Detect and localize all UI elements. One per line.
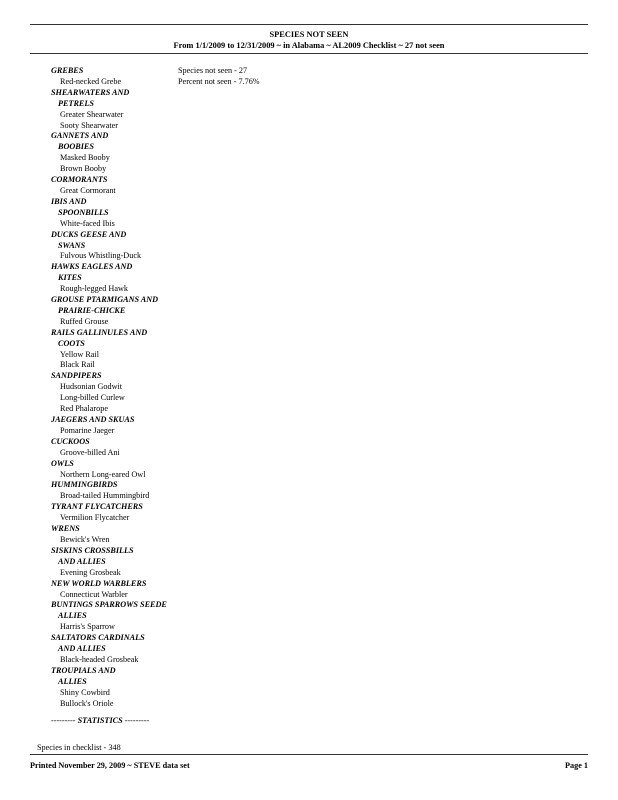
species-group [51, 502, 191, 524]
group-heading: GANNETS AND [51, 131, 109, 141]
page-subtitle: From 1/1/2009 to 12/31/2009 ~ in Alabama ~ AL2009 Checklist ~ 27 not seen [173, 41, 445, 50]
group-heading: AND ALLIES [58, 556, 106, 566]
summary-block [178, 66, 260, 88]
group-heading: BUNTINGS SPARROWS SEEDE [51, 600, 167, 610]
species-name: Broad-tailed Hummingbird [60, 491, 150, 501]
group-heading: HUMMINGBIRDS [51, 480, 118, 490]
group-heading: TROUPIALS AND [51, 665, 116, 675]
species-name: Connecticut Warbler [60, 589, 128, 599]
species-in-checklist: Species in checklist - 348 [37, 743, 121, 752]
group-heading: CUCKOOS [51, 436, 90, 446]
printed-info: Printed November 29, 2009 ~ STEVE data set [30, 761, 190, 770]
group-heading: SANDPIPERS [51, 371, 102, 381]
species-group [51, 262, 191, 295]
species-group [51, 524, 191, 546]
species-group [51, 415, 191, 437]
footer-rule [30, 754, 588, 755]
group-heading: HAWKS EAGLES AND [51, 262, 133, 272]
group-heading: KITES [58, 273, 82, 283]
percent-not-seen: Percent not seen - 7.76% [178, 76, 260, 86]
group-heading: PETRELS [58, 98, 94, 108]
group-heading: DUCKS GEESE AND [51, 229, 127, 239]
species-name: Yellow Rail [60, 349, 99, 359]
species-name: Ruffed Grouse [60, 316, 109, 326]
species-group [51, 295, 191, 328]
species-name: Hudsonian Godwit [60, 382, 123, 392]
species-group [51, 197, 191, 230]
species-name: Greater Shearwater [60, 109, 124, 119]
group-heading: OWLS [51, 458, 74, 468]
species-group [51, 459, 191, 481]
species-group [51, 131, 191, 175]
species-group [51, 66, 191, 88]
group-heading: TYRANT FLYCATCHERS [51, 502, 143, 512]
species-name: Black Rail [60, 360, 95, 370]
species-name: Northern Long-eared Owl [60, 469, 146, 479]
species-name: Brown Booby [60, 164, 107, 174]
species-name: Harris's Sparrow [60, 622, 115, 632]
group-heading: CORMORANTS [51, 175, 108, 185]
group-heading: JAEGERS AND SKUAS [51, 415, 135, 424]
species-name: Bullock's Oriole [60, 698, 114, 708]
species-group [51, 666, 191, 710]
group-heading: GREBES [51, 66, 84, 75]
species-group [51, 633, 191, 666]
species-name: Shiny Cowbird [60, 687, 110, 697]
species-name: Red-necked Grebe [60, 76, 122, 86]
header-rule [30, 53, 588, 54]
species-listing [51, 66, 191, 709]
species-name: Rough-legged Hawk [60, 284, 128, 294]
group-heading: SISKINS CROSSBILLS [51, 545, 134, 555]
group-heading: COOTS [58, 338, 85, 348]
species-name: Fulvous Whistling-Duck [60, 251, 142, 261]
species-name: Groove-billed Ani [60, 447, 120, 457]
group-heading: IBIS AND [51, 196, 87, 206]
group-heading: SHEARWATERS AND [51, 87, 130, 97]
species-group [51, 579, 191, 601]
species-name: Long-billed Curlew [60, 393, 125, 403]
species-group [51, 437, 191, 459]
species-group [51, 88, 191, 132]
species-group [51, 371, 191, 415]
species-group [51, 328, 191, 372]
species-name: White-faced Ibis [60, 218, 115, 228]
top-rule [30, 24, 588, 25]
species-name: Vermilion Flycatcher [60, 513, 130, 523]
species-group [51, 480, 191, 502]
species-name: Red Phalarope [60, 404, 108, 414]
species-group [51, 600, 191, 633]
group-heading: RAILS GALLINULES AND [51, 327, 148, 337]
species-group [51, 175, 191, 197]
group-heading: ALLIES [58, 611, 87, 621]
page-title: SPECIES NOT SEEN [269, 30, 349, 39]
group-heading: GROUSE PTARMIGANS AND [51, 295, 159, 305]
page-number: Page 1 [565, 761, 588, 770]
group-heading: SALTATORS CARDINALS [51, 633, 145, 643]
species-name: Pomarine Jaeger [60, 425, 115, 435]
group-heading: AND ALLIES [58, 644, 106, 654]
species-name: Bewick's Wren [60, 534, 110, 544]
group-heading: SPOONBILLS [58, 207, 109, 217]
species-name: Evening Grosbeak [60, 567, 121, 577]
species-name: Black-headed Grosbeak [60, 654, 139, 664]
species-name: Great Cormorant [60, 185, 116, 195]
species-group [51, 546, 191, 579]
group-heading: PRAIRIE-CHICKE [58, 305, 126, 315]
species-not-seen-count: Species not seen - 27 [178, 66, 248, 75]
species-group [51, 230, 191, 263]
species-name: Sooty Shearwater [60, 120, 118, 130]
statistics-heading: --------- STATISTICS --------- [51, 716, 150, 725]
group-heading: BOOBIES [58, 142, 94, 152]
group-heading: NEW WORLD WARBLERS [51, 578, 147, 588]
group-heading: SWANS [58, 240, 86, 250]
species-name: Masked Booby [60, 153, 110, 163]
group-heading: ALLIES [58, 676, 87, 686]
group-heading: WRENS [51, 524, 80, 534]
